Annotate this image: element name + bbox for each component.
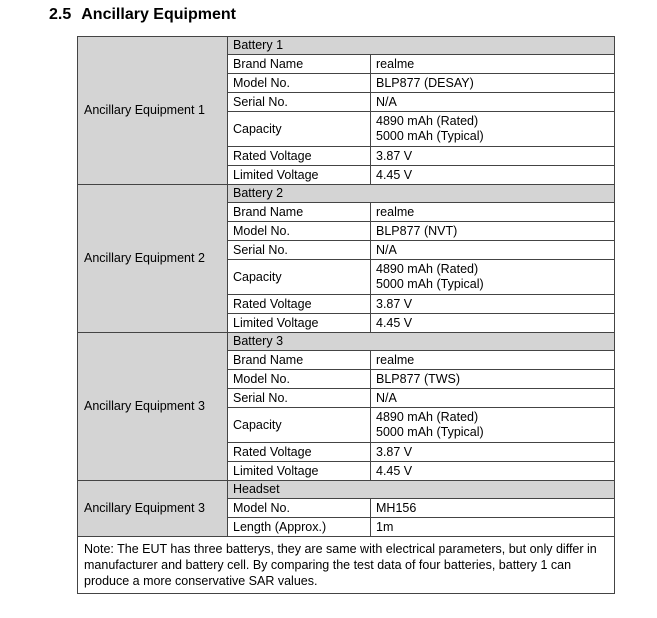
value-cell	[371, 93, 615, 112]
param-cell: Brand Name	[228, 203, 371, 222]
value-cell	[371, 295, 615, 314]
section-heading	[49, 6, 236, 24]
item-header: Battery 3	[228, 333, 615, 351]
value-cell	[371, 222, 615, 241]
param-cell: Model No.	[228, 222, 371, 241]
value-cell	[371, 241, 615, 260]
value-cell	[371, 74, 615, 93]
item-header: Battery 1	[228, 37, 615, 55]
value-line: BLP877 (DESAY)	[376, 75, 474, 90]
value-line: N/A	[376, 390, 397, 405]
param-cell: Limited Voltage	[228, 314, 371, 333]
group-label: Ancillary Equipment 3	[78, 481, 228, 537]
param-cell: Serial No.	[228, 389, 371, 408]
group-header-row	[78, 481, 615, 499]
value-cell	[371, 314, 615, 333]
group-label: Ancillary Equipment 2	[78, 185, 228, 333]
value-line: realme	[376, 204, 415, 219]
param-cell: Brand Name	[228, 55, 371, 74]
group-label: Ancillary Equipment 1	[78, 37, 228, 185]
param-cell: Rated Voltage	[228, 147, 371, 166]
value-line: 5000 mAh (Typical)	[376, 425, 484, 439]
group-header-row	[78, 37, 615, 55]
param-cell: Rated Voltage	[228, 443, 371, 462]
value-cell	[371, 351, 615, 370]
value-cell	[371, 462, 615, 481]
value-cell	[371, 518, 615, 537]
param-cell: Limited Voltage	[228, 462, 371, 481]
param-cell: Serial No.	[228, 241, 371, 260]
value-line: 4890 mAh (Rated)	[376, 262, 479, 276]
value-line: 4890 mAh (Rated)	[376, 410, 479, 424]
value-line: MH156	[376, 500, 417, 515]
value-cell	[371, 260, 615, 295]
value-line: 1m	[376, 519, 394, 534]
value-cell	[371, 389, 615, 408]
param-cell: Limited Voltage	[228, 166, 371, 185]
value-cell	[371, 112, 615, 147]
value-line: realme	[376, 352, 415, 367]
value-line: BLP877 (NVT)	[376, 223, 458, 238]
param-cell: Model No.	[228, 74, 371, 93]
value-line: 4.45 V	[376, 463, 413, 478]
value-line: 5000 mAh (Typical)	[376, 129, 484, 143]
table-body	[78, 37, 615, 537]
value-line: 4890 mAh (Rated)	[376, 114, 479, 128]
param-cell: Brand Name	[228, 351, 371, 370]
value-cell	[371, 499, 615, 518]
param-cell: Serial No.	[228, 93, 371, 112]
value-line: N/A	[376, 94, 397, 109]
note-text: Note: The EUT has three batterys, they are same with electrical parameters, but only differ in manufacturer and battery cell. By comparing the test data of four batteries, battery 1 can produce a more conservative SAR values.	[78, 537, 615, 594]
note-row	[78, 537, 615, 594]
value-cell	[371, 147, 615, 166]
item-header: Battery 2	[228, 185, 615, 203]
group-header-row	[78, 333, 615, 351]
param-cell: Rated Voltage	[228, 295, 371, 314]
value-line: 4.45 V	[376, 167, 413, 182]
ancillary-equipment-table	[77, 36, 615, 594]
value-cell	[371, 408, 615, 443]
value-cell	[371, 203, 615, 222]
value-line: 3.87 V	[376, 148, 413, 163]
value-cell	[371, 55, 615, 74]
value-line: N/A	[376, 242, 397, 257]
group-header-row	[78, 185, 615, 203]
param-cell: Capacity	[228, 408, 371, 443]
value-line: realme	[376, 56, 415, 71]
value-line: 3.87 V	[376, 296, 413, 311]
param-cell: Model No.	[228, 499, 371, 518]
section-number: 2.5	[49, 6, 72, 23]
value-cell	[371, 370, 615, 389]
item-header: Headset	[228, 481, 615, 499]
value-line: BLP877 (TWS)	[376, 371, 461, 386]
param-cell: Capacity	[228, 260, 371, 295]
value-cell	[371, 166, 615, 185]
value-line: 5000 mAh (Typical)	[376, 277, 484, 291]
section-title: Ancillary Equipment	[81, 6, 236, 23]
value-cell	[371, 443, 615, 462]
value-line: 3.87 V	[376, 444, 413, 459]
param-cell: Capacity	[228, 112, 371, 147]
param-cell: Model No.	[228, 370, 371, 389]
group-label: Ancillary Equipment 3	[78, 333, 228, 481]
param-cell: Length (Approx.)	[228, 518, 371, 537]
value-line: 4.45 V	[376, 315, 413, 330]
